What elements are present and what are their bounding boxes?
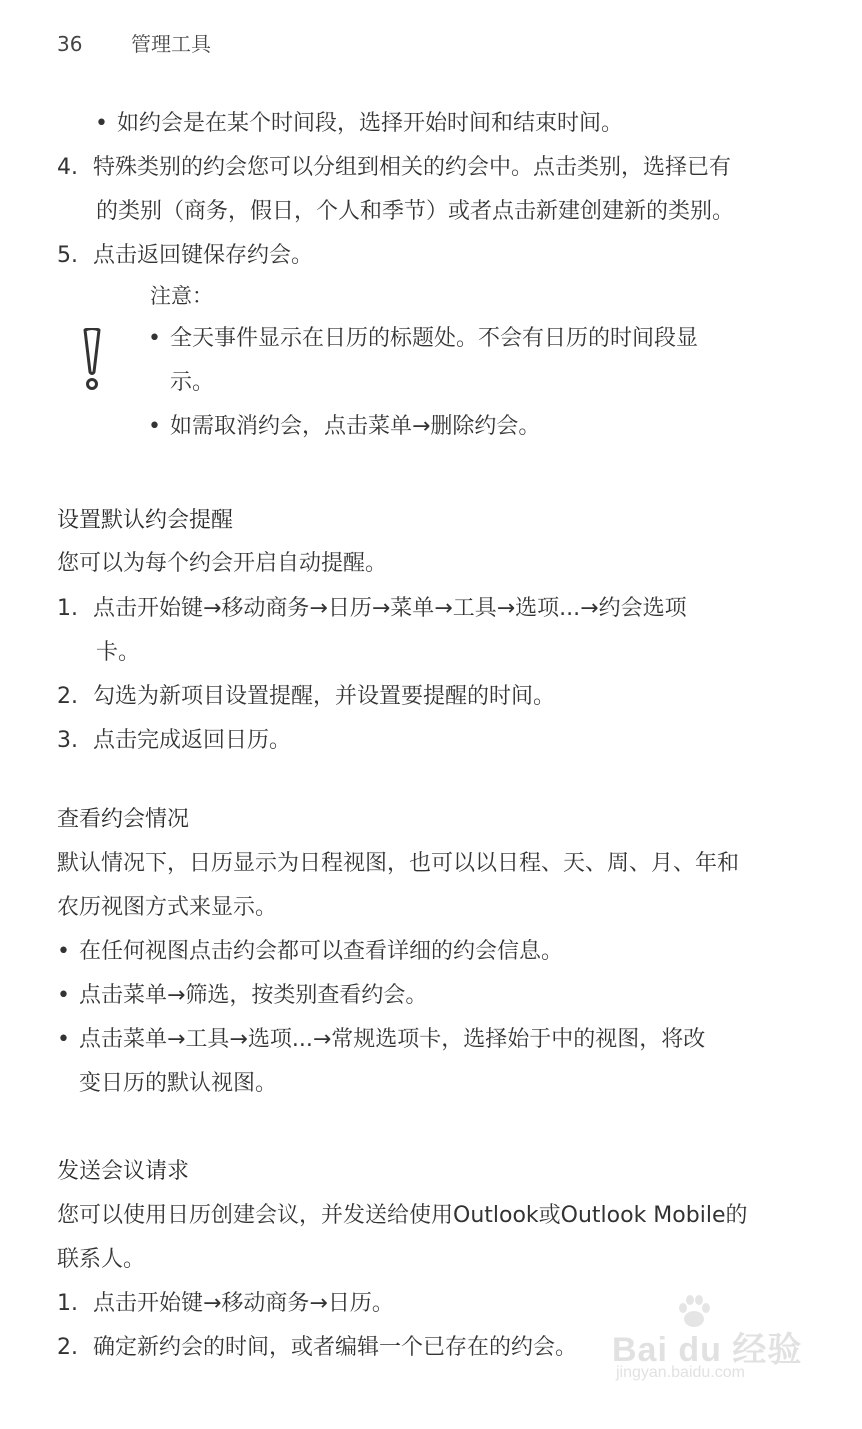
section-name: 管理工具 [131,32,211,56]
step-number: 4. [57,155,78,180]
step-item [57,682,555,712]
step-item [57,1333,577,1363]
page-header [57,28,211,57]
list-item [57,937,563,967]
step-number: 5. [57,243,78,268]
list-item-text: 在任何视图点击约会都可以查看详细的约会信息。 [79,939,564,964]
paragraph: 您可以为每个约会开启自动提醒。 [57,551,388,576]
watermark-logo: Bai du 经验 [612,1331,803,1369]
step-item [57,594,687,624]
list-item-continuation: 变日历的默认视图。 [79,1071,278,1096]
step-item [57,241,313,271]
note-title: 注意： [150,284,213,308]
bullet-icon: • [148,414,161,439]
bullet-icon: • [95,111,108,136]
paragraph: 您可以使用日历创建会议，并发送给使用Outlook或Outlook Mobile的 [57,1203,748,1228]
step-number: 1. [57,596,78,621]
section-heading: 发送会议请求 [57,1159,190,1184]
note-item-text: 如需取消约会，点击菜单→删除约会。 [170,414,541,439]
list-item-text: 点击菜单→筛选，按类别查看约会。 [79,983,428,1008]
step-text: 点击开始键→移动商务→日历→菜单→工具→选项...→约会选项 [93,596,687,621]
section-heading: 查看约会情况 [57,807,190,832]
step-item [57,153,731,183]
step-number: 1. [57,1291,78,1316]
bullet-icon: • [57,1027,70,1052]
step-text: 勾选为新项目设置提醒，并设置要提醒的时间。 [93,684,556,709]
step-continuation: 的类别（商务，假日，个人和季节）或者点击新建创建新的类别。 [96,199,735,224]
step-text: 点击返回键保存约会。 [93,243,314,268]
note-item-continuation: 示。 [170,370,215,395]
page-number: 36 [57,32,83,56]
watermark-url: jingyan.baidu.com [616,1364,745,1381]
step-text: 点击开始键→移动商务→日历。 [93,1291,394,1316]
step-item [57,1289,394,1319]
step-text: 确定新约会的时间，或者编辑一个已存在的约会。 [93,1335,578,1360]
bullet-icon: • [57,983,70,1008]
step-continuation: 卡。 [96,640,141,665]
list-item [57,1025,705,1055]
list-item [57,981,427,1011]
step-number: 2. [57,1335,78,1360]
step-number: 3. [57,728,78,753]
paragraph-continuation: 农历视图方式来显示。 [57,895,278,920]
note-item [148,412,540,442]
list-item-text: 点击菜单→工具→选项...→常规选项卡，选择始于中的视图，将改 [79,1027,706,1052]
list-item [95,109,623,139]
section-heading: 设置默认约会提醒 [57,508,234,533]
bullet-icon: • [57,939,70,964]
list-item-text: 如约会是在某个时间段，选择开始时间和结束时间。 [117,111,624,136]
note-item [148,324,698,354]
paragraph-continuation: 联系人。 [57,1247,146,1272]
exclamation-icon [80,328,104,392]
bullet-icon: • [148,326,161,351]
note-item-text: 全天事件显示在日历的标题处。不会有日历的时间段显 [170,326,699,351]
baidu-watermark [612,1300,812,1400]
step-item [57,726,291,756]
step-text: 特殊类别的约会您可以分组到相关的约会中。点击类别，选择已有 [93,155,732,180]
step-text: 点击完成返回日历。 [93,728,292,753]
paragraph: 默认情况下，日历显示为日程视图，也可以以日程、天、周、月、年和 [57,851,740,876]
step-number: 2. [57,684,78,709]
